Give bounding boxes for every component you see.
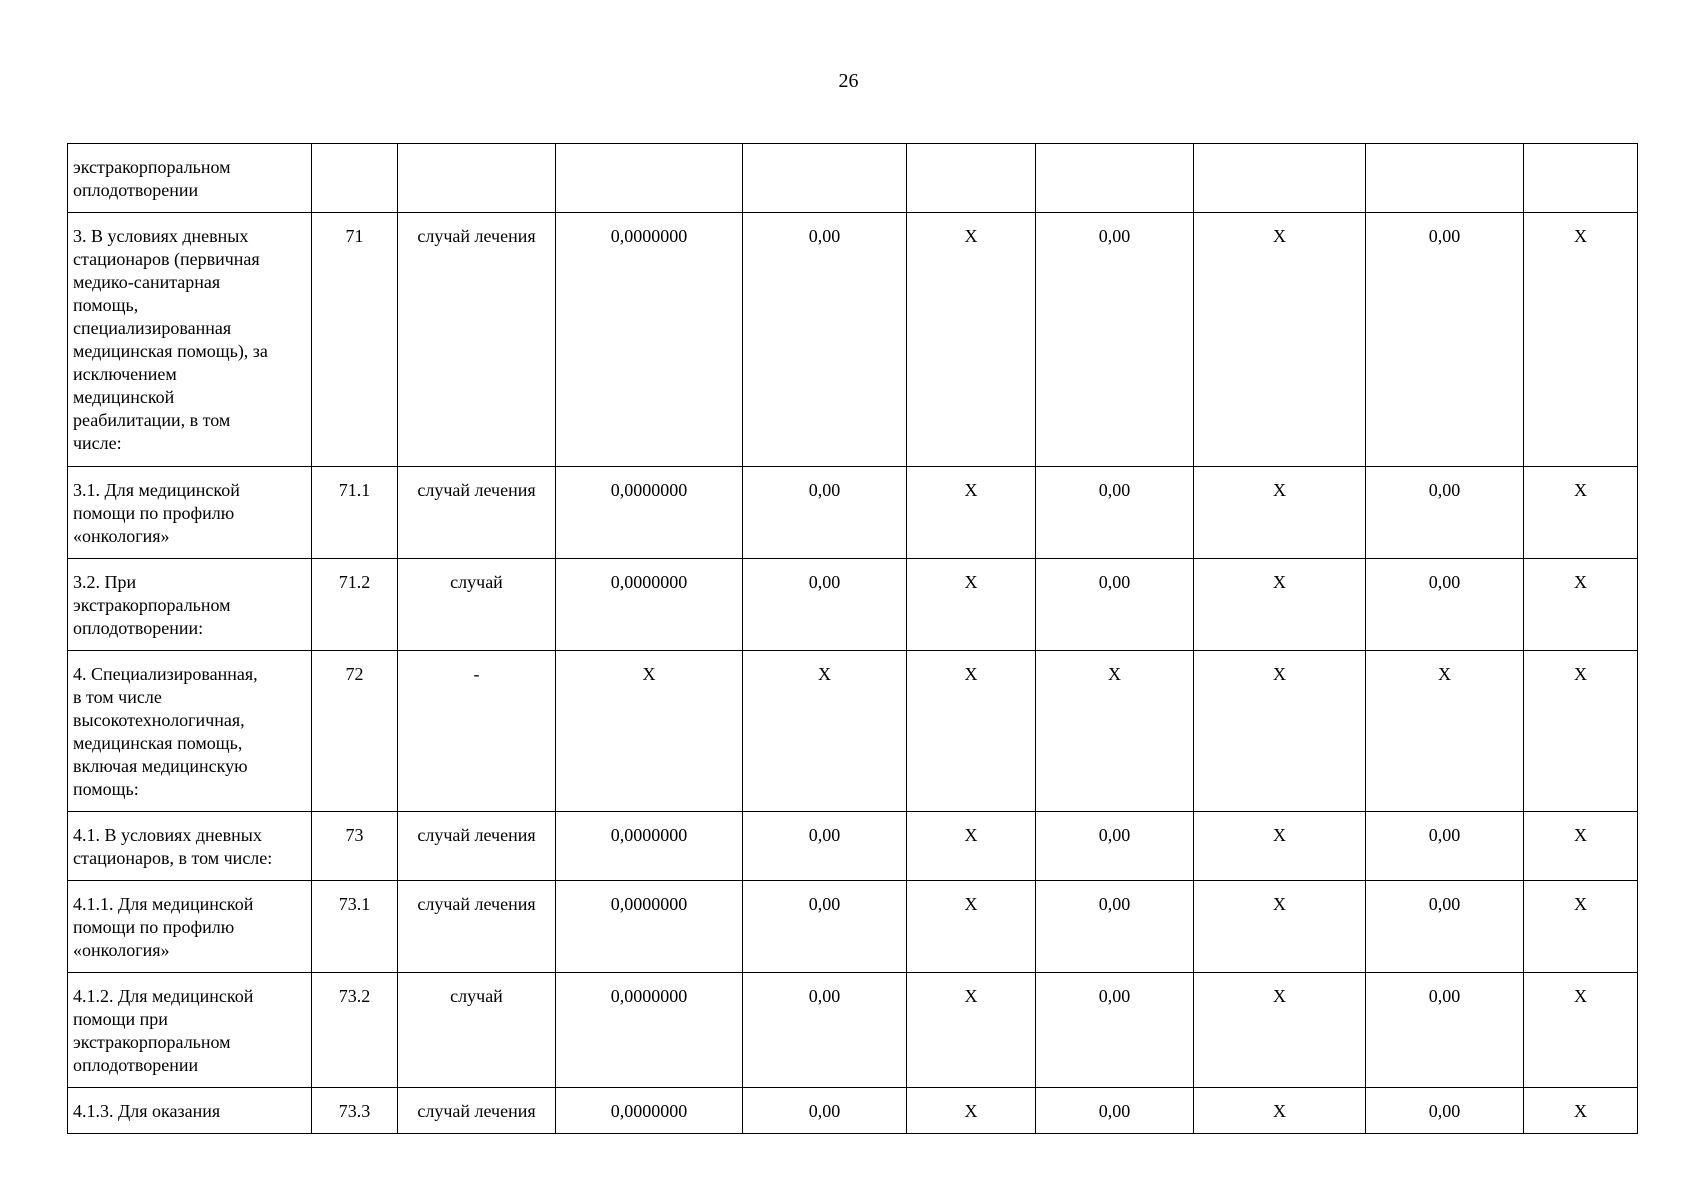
- row-code-cell: 71: [312, 213, 398, 467]
- col8-cell: X: [1194, 881, 1366, 973]
- col6-cell: [907, 144, 1036, 213]
- table-row: [68, 467, 1638, 559]
- col9-cell: 0,00: [1366, 1088, 1524, 1134]
- row-code-cell: 71.1: [312, 467, 398, 559]
- col7-cell: X: [1036, 651, 1194, 812]
- col5-cell: 0,00: [743, 973, 907, 1088]
- table-row: [68, 973, 1638, 1088]
- col7-cell: 0,00: [1036, 973, 1194, 1088]
- row-code-cell: [312, 144, 398, 213]
- col6-cell: X: [907, 651, 1036, 812]
- col9-cell: 0,00: [1366, 973, 1524, 1088]
- col8-cell: X: [1194, 213, 1366, 467]
- row-name-cell: 3. В условиях дневных стационаров (первичная медико-санитарная помощь, специализированная медицинская помощь), за исключением медицинской реабилитации, в том числе:: [68, 213, 312, 467]
- row-unit-cell: случай лечения: [398, 213, 556, 467]
- col7-cell: [1036, 144, 1194, 213]
- col4-cell: 0,0000000: [556, 1088, 743, 1134]
- col4-cell: X: [556, 651, 743, 812]
- col4-cell: 0,0000000: [556, 881, 743, 973]
- col10-cell: X: [1524, 1088, 1638, 1134]
- col10-cell: X: [1524, 651, 1638, 812]
- col5-cell: X: [743, 651, 907, 812]
- col8-cell: X: [1194, 467, 1366, 559]
- row-unit-cell: случай лечения: [398, 467, 556, 559]
- row-name-cell: 4. Специализированная, в том числе высокотехнологичная, медицинская помощь, включая медицинскую помощь:: [68, 651, 312, 812]
- col10-cell: X: [1524, 812, 1638, 881]
- col9-cell: 0,00: [1366, 213, 1524, 467]
- row-name-cell: 4.1. В условиях дневных стационаров, в том числе:: [68, 812, 312, 881]
- col8-cell: X: [1194, 651, 1366, 812]
- col8-cell: X: [1194, 559, 1366, 651]
- row-name-cell: 4.1.1. Для медицинской помощи по профилю «онкология»: [68, 881, 312, 973]
- col6-cell: X: [907, 467, 1036, 559]
- row-name-cell: 4.1.2. Для медицинской помощи при экстракорпоральном оплодотворении: [68, 973, 312, 1088]
- row-code-cell: 73.3: [312, 1088, 398, 1134]
- col4-cell: 0,0000000: [556, 812, 743, 881]
- col6-cell: X: [907, 812, 1036, 881]
- col8-cell: X: [1194, 812, 1366, 881]
- page-number: 26: [838, 70, 859, 92]
- col8-cell: X: [1194, 973, 1366, 1088]
- col9-cell: [1366, 144, 1524, 213]
- col10-cell: X: [1524, 213, 1638, 467]
- col7-cell: 0,00: [1036, 467, 1194, 559]
- table-row: [68, 559, 1638, 651]
- col6-cell: X: [907, 213, 1036, 467]
- col10-cell: X: [1524, 467, 1638, 559]
- col4-cell: 0,0000000: [556, 467, 743, 559]
- col10-cell: X: [1524, 881, 1638, 973]
- col9-cell: 0,00: [1366, 467, 1524, 559]
- row-name-cell: экстракорпоральном оплодотворении: [68, 144, 312, 213]
- col5-cell: 0,00: [743, 881, 907, 973]
- row-code-cell: 72: [312, 651, 398, 812]
- col5-cell: 0,00: [743, 812, 907, 881]
- col7-cell: 0,00: [1036, 881, 1194, 973]
- row-unit-cell: случай лечения: [398, 881, 556, 973]
- col8-cell: X: [1194, 1088, 1366, 1134]
- col6-cell: X: [907, 973, 1036, 1088]
- col4-cell: 0,0000000: [556, 559, 743, 651]
- row-name-cell: 4.1.3. Для оказания: [68, 1088, 312, 1134]
- table-row: [68, 881, 1638, 973]
- row-code-cell: 73: [312, 812, 398, 881]
- row-unit-cell: случай: [398, 559, 556, 651]
- table-row: [68, 144, 1638, 213]
- table-row: [68, 812, 1638, 881]
- col5-cell: 0,00: [743, 467, 907, 559]
- row-code-cell: 71.2: [312, 559, 398, 651]
- col9-cell: 0,00: [1366, 559, 1524, 651]
- col4-cell: [556, 144, 743, 213]
- col5-cell: 0,00: [743, 559, 907, 651]
- row-unit-cell: случай лечения: [398, 1088, 556, 1134]
- col5-cell: 0,00: [743, 1088, 907, 1134]
- col5-cell: [743, 144, 907, 213]
- row-name-cell: 3.1. Для медицинской помощи по профилю «онкология»: [68, 467, 312, 559]
- row-unit-cell: случай: [398, 973, 556, 1088]
- row-unit-cell: -: [398, 651, 556, 812]
- col10-cell: X: [1524, 973, 1638, 1088]
- col6-cell: X: [907, 1088, 1036, 1134]
- col6-cell: X: [907, 881, 1036, 973]
- col7-cell: 0,00: [1036, 812, 1194, 881]
- table-row: [68, 651, 1638, 812]
- col9-cell: 0,00: [1366, 881, 1524, 973]
- col7-cell: 0,00: [1036, 1088, 1194, 1134]
- col9-cell: X: [1366, 651, 1524, 812]
- row-unit-cell: [398, 144, 556, 213]
- col7-cell: 0,00: [1036, 213, 1194, 467]
- col4-cell: 0,0000000: [556, 973, 743, 1088]
- row-name-cell: 3.2. При экстракорпоральном оплодотворении:: [68, 559, 312, 651]
- data-table: [67, 143, 1638, 1134]
- row-code-cell: 73.1: [312, 881, 398, 973]
- table-row: [68, 213, 1638, 467]
- row-code-cell: 73.2: [312, 973, 398, 1088]
- table-row: [68, 1088, 1638, 1134]
- col9-cell: 0,00: [1366, 812, 1524, 881]
- col10-cell: [1524, 144, 1638, 213]
- col5-cell: 0,00: [743, 213, 907, 467]
- row-unit-cell: случай лечения: [398, 812, 556, 881]
- col8-cell: [1194, 144, 1366, 213]
- col4-cell: 0,0000000: [556, 213, 743, 467]
- col7-cell: 0,00: [1036, 559, 1194, 651]
- col6-cell: X: [907, 559, 1036, 651]
- col10-cell: X: [1524, 559, 1638, 651]
